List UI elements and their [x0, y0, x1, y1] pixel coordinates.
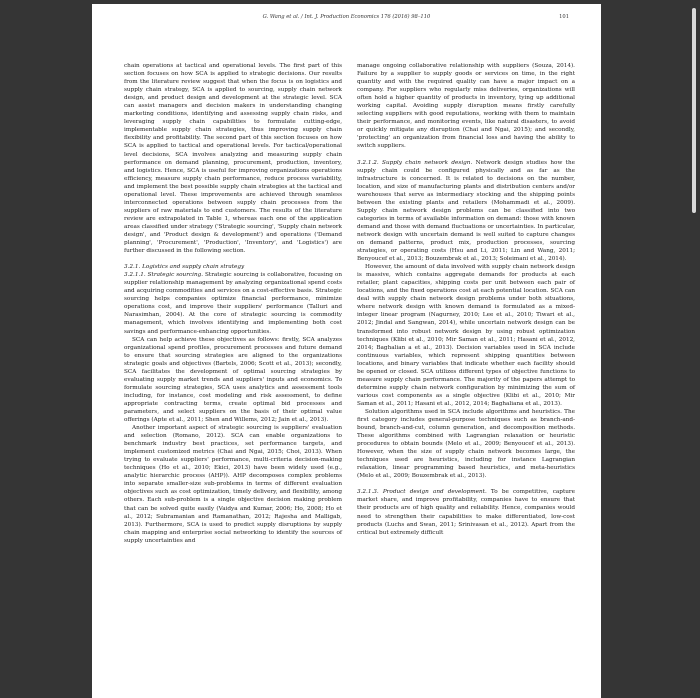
scrollbar-thumb[interactable] — [692, 8, 696, 213]
subsection-heading: 3.2.1.3. Product design and development. — [357, 489, 487, 496]
paragraph: manage ongoing collaborative relationship with suppliers (Souza, 2014). Failure by a supplier to supply goods or services on time, in the right quantity and with the required quality can have a major impact on a company. For suppliers who regularly miss deliveries, organizations will often hold a higher quantity of products in inventory, tying up additional working capital. Avoiding supply disruption means firstly carefully selecting suppliers with good reputations, working with them to maintain their performance, and monitoring events, like natural disasters, to avoid or quickly mitigate any disruption (Chai and Ngai, 2015); and secondly, 'protecting' an organization from financial loss and having the ability to switch suppliers. — [357, 63, 575, 150]
paragraph: chain operations at tactical and operational levels. The first part of this section focuses on how SCA is applied to strategic decisions. Our results from the literature review suggest that when the focus is on logistics and supply chain strategy, SCA is applied to sourcing, supply chain network design, and product design and development at the strategic level. SCA can assist managers and decision makers in understanding changing marketing conditions, identifying and assessing supply chain risks, and leveraging supply chain capabilities to formulate cutting-edge, implementable supply chain strategies, thus improving supply chain flexibility and profitability. The second part of this section focuses on how SCA is applied to tactical and operational levels. For tactical/operational level decisions, SCA involves analyzing and measuring supply chain performance on demand planning, procurement, production, inventory, and logistics. Hence, SCA is useful for improving organizations operations efficiency, measure supply chain performance, reduce process variability, and implement the best possible supply chain strategies at the tactical and operational level. These improvements are achieved through seamless interconnected operations between supply chain processes from the suppliers of raw materials to end customers. The results of the literature review are extrapolated in Table 1, whereas each one of the application areas classified under strategy ('Strategic sourcing', 'Supply chain network design', and 'Product design & development') and operations ('Demand planning', 'Procurement', 'Production', 'Inventory', and 'Logistics') are further discussed in the following section. — [124, 63, 342, 255]
paragraph-text: To be competitive, capture market share, and improve profitability, companies have to ensure that their products are of high quality and reliability. Hence, companies would need to strengthen their capabilities to make differentiated, low-cost products (Luchs and Swan, 2011; Srinivasan et al., 2012). Apart from the critical but extremely difficult — [357, 489, 575, 536]
paragraph — [124, 271, 342, 335]
paragraph — [357, 488, 575, 536]
paragraph-text: Strategic sourcing is collaborative, focusing on supplier relationship management by analyzing organizational spend costs and acquiring commodities and services on a cost-effective basis. Strategic sourcing helps companies optimize financial performance, minimize operations cost, and improve their suppliers' performance (Talluri and Narasimhan, 2004). At the core of strategic sourcing is commodity management, which involves identifying and implementing both cost savings and performance-enhancing opportunities. — [124, 272, 342, 335]
paragraph — [357, 159, 575, 264]
page-number: 101 — [559, 14, 569, 20]
paragraph: Solution algorithms used in SCA include algorithms and heuristics. The first category includes general-purpose techniques such as branch-and-bound, branch-and-cut, column generation, and decomposition methods. These algorithms combined with Lagrangian relaxation or heuristic procedures to obtain bounds (Melo et al., 2009; Benyoucef et al., 2013). However, when the size of supply chain network becomes large, the techniques used are heuristics, including for instance Lagrangian relaxation, linear programming based heuristics, and meta-heuristics (Melo et al., 2009; Bouzembrak et al., 2013). — [357, 408, 575, 480]
paragraph: SCA can help achieve these objectives as follows: firstly, SCA analyzes organizational spend profiles, procurement processes and future demand to ensure that sourcing strategies are aligned to the organizations strategic goals and objectives (Bartels, 2006; Scott et al., 2013); secondly, SCA facilitates the development of optimal sourcing strategies by evaluating supply market trends and suppliers' inputs and economics. To formulate sourcing strategies, SCA uses analytics and assessment tools including, for instance, cost modeling and risk assessment, to define appropriate contracting terms, create optimal bid processes and parameters, and select suppliers on the basis of their optimal value offerings (Apte et al., 2011; Shen and Willems, 2012; Jain et al., 2013). — [124, 336, 342, 424]
subsection-heading: 3.2.1.1. Strategic sourcing. — [124, 272, 204, 279]
right-column — [357, 62, 575, 537]
left-column — [124, 62, 342, 545]
subsection-heading: 3.2.1.2. Supply chain network design. — [357, 159, 473, 166]
paragraph-text: Network design studies how the supply chain could be configured physically and as far as the infrastructure is concerned. It is related to decisions on the number, location, and size of manufacturing plants and distribution centers and/or warehouses that serve as intermediary stocking and the shipping points between the existing plants and retailers (Mohammadi et al., 2009). Supply chain network design problems can be classified into two categories in terms of available information on demand: those with known demand and those with demand fluctuations or uncertainties. In particular, network design with uncertain demand is well suited to capture changes on demand patterns, product mix, production processes, sourcing strategies, or operating costs (Hsu and Li, 2011; Lin and Wang, 2011; Benyoucef et al., 2013; Bouzembrak et al., 2013; Soleimani et al., 2014). — [357, 159, 575, 263]
paragraph: Another important aspect of strategic sourcing is suppliers' evaluation and selection (Romano, 2012). SCA can enable organizations to benchmark industry best practices, set performance targets, and implement customized metrics (Chai and Ngai, 2015; Choi, 2013). When trying to evaluate suppliers' performance, multi-criteria decision-making techniques (Ho et al., 2010; Ekici, 2013) have been widely used (e.g., analytic hierarchic process (AHP)). AHP decomposes complex problems into separate smaller-size sub-problems in terms of different evaluation objectives such as cost optimization, timely delivery, and flexibility, among others. Each sub-problem is a single objective decision making problem that can be solved quite easily (Vaidya and Kumar, 2006; Ho, 2008; Ho et al., 2012; Subramanian and Ramanathan, 2012; Rajesha and Malligab, 2013). Furthermore, SCA is used to predict supply disruptions by supply chain mapping and enterprise social networking to identify the sources of supply uncertainties and — [124, 425, 342, 544]
running-header — [92, 14, 601, 26]
running-title: G. Wang et al. / Int. J. Production Economics 176 (2016) 98–110 — [262, 14, 431, 20]
document-page — [92, 4, 601, 698]
paragraph: However, the amount of data involved with supply chain network design is massive, which contains aggregate demands for products at each retailer, plant capacities, shipping costs per unit between each pair of locations, and the fixed operations cost at each potential location. SCA can deal with supply chain network design problems under both situations, where network design with known demand is formulated as a mixed-integer linear program (Nagurney, 2010; Lee et al., 2010; Tiwari et al., 2012; Jindal and Sangwan, 2014), while uncertain network design can be transformed into robust network design by using robust optimization techniques (Klibi et al., 2010; Mir Saman et al., 2011; Hasani et al., 2012, 2014; Baghalian a et al., 2013). Decision variables used in SCA include continuous variables, which represent shipping quantities between locations, and binary variables that indicate whether each facility should be opened or closed. SCA utilizes different types of objective functions to measure supply chain performance. The majority of the papers attempt to determine supply chain network configuration by minimizing the sum of various cost components as a single objective (Klibi et al., 2010; Mir Saman et al., 2011; Hasani et al., 2012, 2014; Baghaliana et al., 2013). — [357, 264, 575, 407]
section-heading: 3.2.1. Logistics and supply chain strategy — [124, 264, 245, 271]
